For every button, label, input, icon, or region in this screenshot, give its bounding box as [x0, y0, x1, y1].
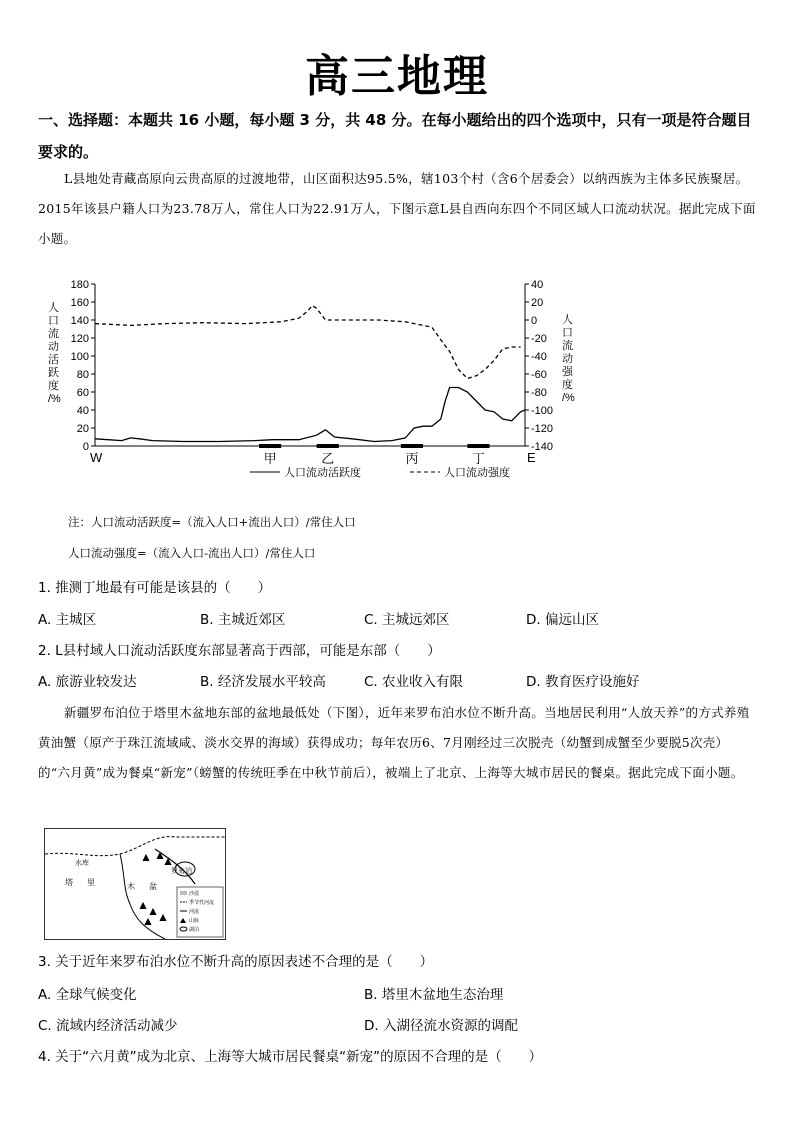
- legend-river: 河流: [189, 909, 200, 915]
- question-3: 3. 关于近年来罗布泊水位不断升高的原因表述不合理的是（ ）: [38, 954, 434, 970]
- note-2: 人口流动强度=（流入人口-流出人口）/常住人口: [68, 546, 316, 560]
- legend-entry: 人口流动强度: [444, 467, 510, 479]
- left-tick-label: 160: [70, 297, 89, 309]
- q1-option-d[interactable]: D. 偏远山区: [526, 612, 599, 628]
- note-1: 注：人口流动活跃度=（流入人口+流出人口）/常住人口: [68, 515, 356, 529]
- left-tick-label: 120: [70, 333, 89, 345]
- series-line-intensity: [95, 306, 521, 379]
- population-flow-chart: [40, 275, 600, 490]
- map-label-li: 里: [87, 878, 95, 887]
- series-line-activity: [95, 388, 525, 442]
- right-tick-label: -120: [531, 423, 554, 435]
- right-tick-label: -20: [531, 333, 547, 345]
- left-tick-label: 80: [76, 369, 89, 381]
- legend-seasonal-river: 季节性河流: [189, 900, 215, 906]
- legend-lake: 湖泊: [189, 927, 200, 933]
- map-label-mu: 木: [127, 882, 135, 891]
- q2-option-d[interactable]: D. 教育医疗设施好: [526, 674, 640, 690]
- passage-2: 新疆罗布泊位于塔里木盆地东部的盆地最低处（下图），近年来罗布泊水位不断升高。当地居民利用“人放天养”的方式养殖黄油蟹（原产于珠江流域咸、淡水交界的海域）获得成功；每年农历6、7月刚经过三次脱壳（幼蟹到成蟹至少要脱5次壳）的“六月黄”成为餐桌“新宠”（螃蟹的传统旺季在中秋节前后），被端上了北京、上海等大城市居民的餐桌。据此完成下面小题。: [38, 705, 750, 780]
- right-tick-label: 40: [531, 279, 544, 291]
- legend-entry: 人口流动活跃度: [284, 467, 361, 479]
- question-2: 2. L县村域人口流动活跃度东部显著高于西部，可能是东部（ ）: [38, 643, 441, 659]
- right-tick-label: 0: [531, 315, 538, 327]
- q3-option-d[interactable]: D. 入湖径流水资源的调配: [364, 1018, 518, 1034]
- right-tick-label: -100: [531, 405, 554, 417]
- question-1: 1. 推测丁地最有可能是该县的（ ）: [38, 580, 272, 596]
- lop-nur-map: [44, 828, 226, 940]
- region-bar: [317, 444, 339, 448]
- legend-mountain: 山脉: [189, 918, 200, 924]
- left-tick-label: 140: [70, 315, 89, 327]
- map-label-ta: 塔: [65, 878, 73, 887]
- map-label-reservoir: 水库: [75, 860, 89, 867]
- x-end-east: E: [527, 450, 536, 465]
- legend-desert: 沙漠: [189, 891, 200, 897]
- section-heading: 一、选择题：本题共 16 小题，每小题 3 分，共 48 分。在每小题给出的四个选项中，只有一项是符合题目要求的。: [38, 111, 752, 161]
- right-tick-label: -80: [531, 387, 547, 399]
- left-tick-label: 100: [70, 351, 89, 363]
- region-label: 丁: [471, 451, 485, 466]
- right-tick-label: -40: [531, 351, 547, 363]
- left-tick-label: 0: [82, 441, 89, 453]
- right-tick-label: -140: [531, 441, 554, 453]
- q3-option-b[interactable]: B. 塔里木盆地生态治理: [364, 987, 504, 1003]
- map-label-lopnur: 罗布泊: [171, 868, 192, 875]
- region-bar: [401, 444, 423, 448]
- q3-option-c[interactable]: C. 流域内经济活动减少: [38, 1018, 178, 1034]
- q1-option-c[interactable]: C. 主城远郊区: [364, 612, 450, 628]
- left-tick-label: 40: [76, 405, 89, 417]
- left-axis-label: 人口流动活跃度/%: [48, 302, 61, 405]
- q2-option-b[interactable]: B. 经济发展水平较高: [200, 674, 326, 690]
- page-title: 高三地理: [305, 51, 489, 102]
- region-label: 丙: [405, 451, 419, 466]
- q2-option-c[interactable]: C. 农业收入有限: [364, 674, 464, 690]
- right-tick-label: -60: [531, 369, 547, 381]
- region-label: 乙: [321, 451, 335, 466]
- region-bar: [467, 444, 489, 448]
- q3-option-a[interactable]: A. 全球气候变化: [38, 987, 137, 1003]
- right-tick-label: 20: [531, 297, 544, 309]
- q1-option-a[interactable]: A. 主城区: [38, 612, 97, 628]
- right-axis-label: 人口流动强度/%: [562, 314, 575, 404]
- map-label-pen: 盆: [149, 882, 157, 891]
- left-tick-label: 180: [70, 279, 89, 291]
- question-4: 4. 关于“六月黄”成为北京、上海等大城市居民餐桌“新宠”的原因不合理的是（ ）: [38, 1049, 543, 1065]
- q2-option-a[interactable]: A. 旅游业较发达: [38, 674, 137, 690]
- region-bar: [259, 444, 281, 448]
- region-label: 甲: [263, 451, 277, 466]
- x-end-west: W: [90, 450, 103, 465]
- left-tick-label: 60: [76, 387, 89, 399]
- left-tick-label: 20: [76, 423, 89, 435]
- passage-1: L县地处青藏高原向云贵高原的过渡地带，山区面积达95.5%，辖103个村（含6个居委会）以纳西族为主体多民族聚居。2015年该县户籍人口为23.78万人，常住人口为22.91万人，下图示意L县自西向东四个不同区域人口流动状况。据此完成下面小题。: [38, 171, 756, 246]
- q1-option-b[interactable]: B. 主城近郊区: [200, 612, 286, 628]
